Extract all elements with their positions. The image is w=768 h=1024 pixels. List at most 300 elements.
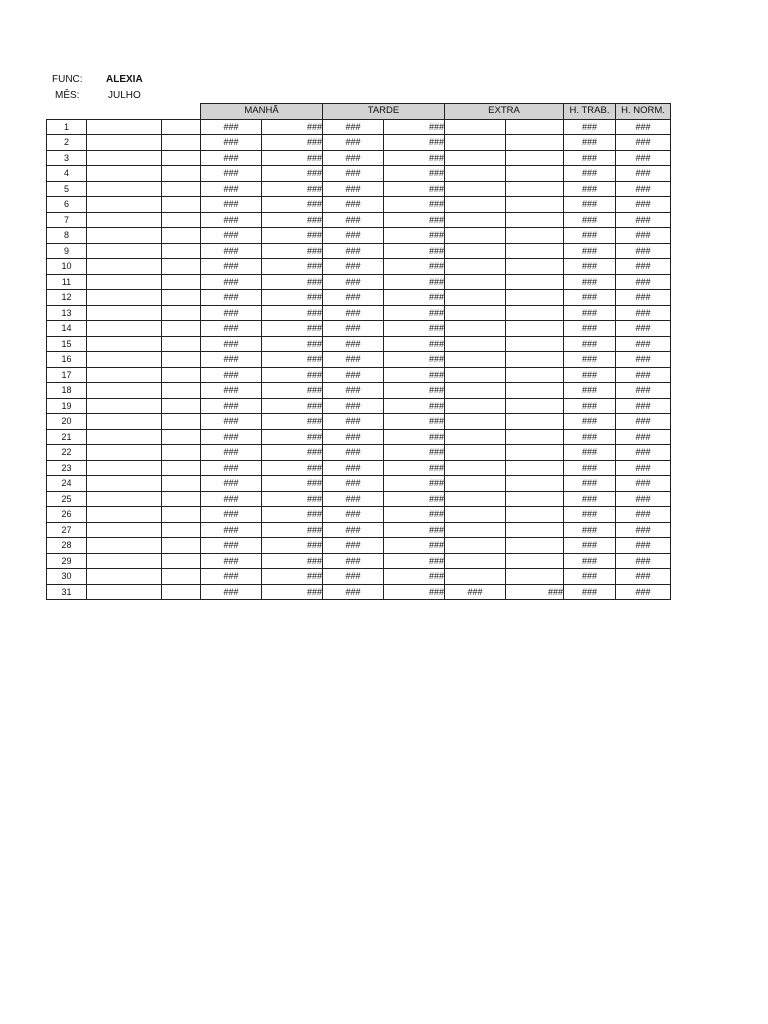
extra-out-cell[interactable] (506, 259, 564, 275)
tarde-out-cell[interactable]: ### (384, 212, 445, 228)
extra-out-cell[interactable] (506, 553, 564, 569)
blank-cell[interactable] (162, 259, 201, 275)
blank-cell[interactable] (87, 166, 162, 182)
manha-out-cell[interactable]: ### (262, 305, 323, 321)
h-norm-cell[interactable]: ### (616, 491, 671, 507)
tarde-out-cell[interactable]: ### (384, 181, 445, 197)
tarde-out-cell[interactable]: ### (384, 228, 445, 244)
extra-in-cell[interactable] (445, 259, 506, 275)
blank-cell[interactable] (87, 197, 162, 213)
tarde-out-cell[interactable]: ### (384, 166, 445, 182)
h-trab-cell[interactable]: ### (564, 460, 616, 476)
tarde-in-cell[interactable]: ### (323, 367, 384, 383)
h-norm-cell[interactable]: ### (616, 429, 671, 445)
extra-out-cell[interactable] (506, 522, 564, 538)
extra-in-cell[interactable] (445, 460, 506, 476)
h-norm-cell[interactable]: ### (616, 228, 671, 244)
extra-in-cell[interactable] (445, 522, 506, 538)
manha-out-cell[interactable]: ### (262, 476, 323, 492)
extra-in-cell[interactable] (445, 243, 506, 259)
extra-out-cell[interactable] (506, 135, 564, 151)
extra-in-cell[interactable] (445, 212, 506, 228)
tarde-in-cell[interactable]: ### (323, 491, 384, 507)
manha-out-cell[interactable]: ### (262, 181, 323, 197)
blank-cell[interactable] (87, 507, 162, 523)
manha-in-cell[interactable]: ### (201, 522, 262, 538)
day-cell[interactable]: 12 (47, 290, 87, 306)
blank-cell[interactable] (87, 274, 162, 290)
h-norm-cell[interactable]: ### (616, 460, 671, 476)
manha-out-cell[interactable]: ### (262, 569, 323, 585)
extra-in-cell[interactable] (445, 507, 506, 523)
day-cell[interactable]: 19 (47, 398, 87, 414)
manha-in-cell[interactable]: ### (201, 367, 262, 383)
tarde-in-cell[interactable]: ### (323, 212, 384, 228)
manha-out-cell[interactable]: ### (262, 584, 323, 600)
blank-cell[interactable] (162, 522, 201, 538)
h-norm-cell[interactable]: ### (616, 181, 671, 197)
extra-out-cell[interactable] (506, 367, 564, 383)
h-trab-cell[interactable]: ### (564, 135, 616, 151)
h-trab-cell[interactable]: ### (564, 228, 616, 244)
h-trab-cell[interactable]: ### (564, 336, 616, 352)
h-trab-cell[interactable]: ### (564, 429, 616, 445)
blank-cell[interactable] (162, 228, 201, 244)
h-norm-cell[interactable]: ### (616, 274, 671, 290)
tarde-out-cell[interactable]: ### (384, 383, 445, 399)
blank-cell[interactable] (162, 321, 201, 337)
extra-in-cell[interactable] (445, 228, 506, 244)
extra-out-cell[interactable] (506, 352, 564, 368)
manha-out-cell[interactable]: ### (262, 336, 323, 352)
tarde-out-cell[interactable]: ### (384, 150, 445, 166)
h-trab-cell[interactable]: ### (564, 569, 616, 585)
extra-out-cell[interactable] (506, 445, 564, 461)
blank-cell[interactable] (87, 522, 162, 538)
blank-cell[interactable] (162, 336, 201, 352)
h-trab-cell[interactable]: ### (564, 150, 616, 166)
tarde-out-cell[interactable]: ### (384, 507, 445, 523)
manha-in-cell[interactable]: ### (201, 383, 262, 399)
extra-out-cell[interactable]: ### (506, 584, 564, 600)
tarde-in-cell[interactable]: ### (323, 584, 384, 600)
tarde-out-cell[interactable]: ### (384, 336, 445, 352)
tarde-out-cell[interactable]: ### (384, 569, 445, 585)
day-cell[interactable]: 20 (47, 414, 87, 430)
extra-in-cell[interactable] (445, 429, 506, 445)
extra-out-cell[interactable] (506, 507, 564, 523)
manha-out-cell[interactable]: ### (262, 228, 323, 244)
manha-in-cell[interactable]: ### (201, 150, 262, 166)
tarde-out-cell[interactable]: ### (384, 429, 445, 445)
manha-out-cell[interactable]: ### (262, 367, 323, 383)
blank-cell[interactable] (87, 352, 162, 368)
blank-cell[interactable] (87, 305, 162, 321)
extra-in-cell[interactable] (445, 197, 506, 213)
tarde-in-cell[interactable]: ### (323, 135, 384, 151)
h-norm-cell[interactable]: ### (616, 569, 671, 585)
day-cell[interactable]: 16 (47, 352, 87, 368)
h-norm-cell[interactable]: ### (616, 445, 671, 461)
blank-cell[interactable] (87, 212, 162, 228)
extra-out-cell[interactable] (506, 491, 564, 507)
extra-out-cell[interactable] (506, 228, 564, 244)
day-cell[interactable]: 29 (47, 553, 87, 569)
blank-cell[interactable] (87, 135, 162, 151)
extra-in-cell[interactable] (445, 352, 506, 368)
tarde-out-cell[interactable]: ### (384, 119, 445, 135)
tarde-in-cell[interactable]: ### (323, 352, 384, 368)
blank-cell[interactable] (87, 476, 162, 492)
manha-out-cell[interactable]: ### (262, 522, 323, 538)
extra-in-cell[interactable] (445, 491, 506, 507)
tarde-in-cell[interactable]: ### (323, 538, 384, 554)
extra-in-cell[interactable] (445, 336, 506, 352)
h-trab-cell[interactable]: ### (564, 243, 616, 259)
h-norm-cell[interactable]: ### (616, 476, 671, 492)
tarde-out-cell[interactable]: ### (384, 274, 445, 290)
extra-out-cell[interactable] (506, 197, 564, 213)
extra-in-cell[interactable] (445, 166, 506, 182)
manha-out-cell[interactable]: ### (262, 398, 323, 414)
extra-in-cell[interactable] (445, 445, 506, 461)
extra-in-cell[interactable]: ### (445, 584, 506, 600)
manha-out-cell[interactable]: ### (262, 491, 323, 507)
tarde-out-cell[interactable]: ### (384, 476, 445, 492)
blank-cell[interactable] (162, 569, 201, 585)
h-trab-cell[interactable]: ### (564, 445, 616, 461)
tarde-out-cell[interactable]: ### (384, 538, 445, 554)
extra-out-cell[interactable] (506, 290, 564, 306)
tarde-in-cell[interactable]: ### (323, 476, 384, 492)
day-cell[interactable]: 28 (47, 538, 87, 554)
blank-cell[interactable] (87, 445, 162, 461)
h-trab-cell[interactable]: ### (564, 538, 616, 554)
h-norm-cell[interactable]: ### (616, 522, 671, 538)
manha-in-cell[interactable]: ### (201, 569, 262, 585)
manha-in-cell[interactable]: ### (201, 135, 262, 151)
manha-out-cell[interactable]: ### (262, 429, 323, 445)
extra-in-cell[interactable] (445, 538, 506, 554)
h-trab-cell[interactable]: ### (564, 383, 616, 399)
tarde-in-cell[interactable]: ### (323, 243, 384, 259)
h-trab-cell[interactable]: ### (564, 166, 616, 182)
tarde-out-cell[interactable]: ### (384, 259, 445, 275)
blank-cell[interactable] (162, 367, 201, 383)
extra-out-cell[interactable] (506, 336, 564, 352)
tarde-out-cell[interactable]: ### (384, 584, 445, 600)
h-norm-cell[interactable]: ### (616, 259, 671, 275)
blank-cell[interactable] (87, 259, 162, 275)
extra-out-cell[interactable] (506, 321, 564, 337)
tarde-out-cell[interactable]: ### (384, 321, 445, 337)
extra-out-cell[interactable] (506, 538, 564, 554)
tarde-out-cell[interactable]: ### (384, 398, 445, 414)
day-cell[interactable]: 9 (47, 243, 87, 259)
extra-out-cell[interactable] (506, 414, 564, 430)
day-cell[interactable]: 6 (47, 197, 87, 213)
extra-out-cell[interactable] (506, 150, 564, 166)
manha-out-cell[interactable]: ### (262, 119, 323, 135)
tarde-out-cell[interactable]: ### (384, 135, 445, 151)
blank-cell[interactable] (162, 460, 201, 476)
extra-in-cell[interactable] (445, 181, 506, 197)
blank-cell[interactable] (162, 197, 201, 213)
manha-in-cell[interactable]: ### (201, 538, 262, 554)
manha-out-cell[interactable]: ### (262, 166, 323, 182)
extra-out-cell[interactable] (506, 429, 564, 445)
manha-in-cell[interactable]: ### (201, 305, 262, 321)
manha-in-cell[interactable]: ### (201, 274, 262, 290)
manha-in-cell[interactable]: ### (201, 336, 262, 352)
blank-cell[interactable] (87, 553, 162, 569)
extra-in-cell[interactable] (445, 569, 506, 585)
day-cell[interactable]: 4 (47, 166, 87, 182)
h-trab-cell[interactable]: ### (564, 367, 616, 383)
extra-in-cell[interactable] (445, 119, 506, 135)
extra-in-cell[interactable] (445, 476, 506, 492)
manha-out-cell[interactable]: ### (262, 135, 323, 151)
h-norm-cell[interactable]: ### (616, 290, 671, 306)
blank-cell[interactable] (162, 584, 201, 600)
h-trab-cell[interactable]: ### (564, 522, 616, 538)
manha-out-cell[interactable]: ### (262, 274, 323, 290)
blank-cell[interactable] (87, 181, 162, 197)
blank-cell[interactable] (87, 150, 162, 166)
blank-cell[interactable] (162, 445, 201, 461)
tarde-in-cell[interactable]: ### (323, 398, 384, 414)
h-trab-cell[interactable]: ### (564, 507, 616, 523)
blank-cell[interactable] (162, 212, 201, 228)
h-trab-cell[interactable]: ### (564, 274, 616, 290)
blank-cell[interactable] (87, 383, 162, 399)
day-cell[interactable]: 24 (47, 476, 87, 492)
extra-in-cell[interactable] (445, 398, 506, 414)
tarde-in-cell[interactable]: ### (323, 429, 384, 445)
tarde-in-cell[interactable]: ### (323, 445, 384, 461)
manha-out-cell[interactable]: ### (262, 553, 323, 569)
blank-cell[interactable] (162, 274, 201, 290)
blank-cell[interactable] (162, 119, 201, 135)
extra-out-cell[interactable] (506, 181, 564, 197)
extra-in-cell[interactable] (445, 305, 506, 321)
h-trab-cell[interactable]: ### (564, 321, 616, 337)
day-cell[interactable]: 30 (47, 569, 87, 585)
manha-in-cell[interactable]: ### (201, 119, 262, 135)
manha-out-cell[interactable]: ### (262, 197, 323, 213)
blank-cell[interactable] (87, 336, 162, 352)
h-norm-cell[interactable]: ### (616, 243, 671, 259)
extra-out-cell[interactable] (506, 119, 564, 135)
blank-cell[interactable] (162, 181, 201, 197)
manha-out-cell[interactable]: ### (262, 150, 323, 166)
tarde-in-cell[interactable]: ### (323, 305, 384, 321)
blank-cell[interactable] (162, 150, 201, 166)
h-norm-cell[interactable]: ### (616, 414, 671, 430)
blank-cell[interactable] (162, 243, 201, 259)
day-cell[interactable]: 23 (47, 460, 87, 476)
h-trab-cell[interactable]: ### (564, 398, 616, 414)
blank-cell[interactable] (162, 135, 201, 151)
blank-cell[interactable] (87, 569, 162, 585)
day-cell[interactable]: 1 (47, 119, 87, 135)
h-trab-cell[interactable]: ### (564, 212, 616, 228)
manha-in-cell[interactable]: ### (201, 460, 262, 476)
manha-out-cell[interactable]: ### (262, 212, 323, 228)
manha-out-cell[interactable]: ### (262, 445, 323, 461)
blank-cell[interactable] (87, 460, 162, 476)
tarde-in-cell[interactable]: ### (323, 336, 384, 352)
day-cell[interactable]: 14 (47, 321, 87, 337)
tarde-in-cell[interactable]: ### (323, 383, 384, 399)
tarde-in-cell[interactable]: ### (323, 166, 384, 182)
tarde-out-cell[interactable]: ### (384, 197, 445, 213)
tarde-out-cell[interactable]: ### (384, 243, 445, 259)
manha-in-cell[interactable]: ### (201, 290, 262, 306)
day-cell[interactable]: 7 (47, 212, 87, 228)
manha-in-cell[interactable]: ### (201, 414, 262, 430)
tarde-in-cell[interactable]: ### (323, 228, 384, 244)
manha-in-cell[interactable]: ### (201, 212, 262, 228)
extra-in-cell[interactable] (445, 274, 506, 290)
blank-cell[interactable] (162, 538, 201, 554)
h-norm-cell[interactable]: ### (616, 166, 671, 182)
day-cell[interactable]: 10 (47, 259, 87, 275)
tarde-out-cell[interactable]: ### (384, 553, 445, 569)
h-norm-cell[interactable]: ### (616, 383, 671, 399)
extra-out-cell[interactable] (506, 212, 564, 228)
blank-cell[interactable] (87, 228, 162, 244)
manha-in-cell[interactable]: ### (201, 429, 262, 445)
extra-out-cell[interactable] (506, 274, 564, 290)
extra-out-cell[interactable] (506, 569, 564, 585)
tarde-in-cell[interactable]: ### (323, 522, 384, 538)
h-norm-cell[interactable]: ### (616, 352, 671, 368)
blank-cell[interactable] (162, 476, 201, 492)
tarde-in-cell[interactable]: ### (323, 553, 384, 569)
manha-in-cell[interactable]: ### (201, 243, 262, 259)
blank-cell[interactable] (162, 553, 201, 569)
day-cell[interactable]: 5 (47, 181, 87, 197)
h-trab-cell[interactable]: ### (564, 197, 616, 213)
day-cell[interactable]: 15 (47, 336, 87, 352)
day-cell[interactable]: 31 (47, 584, 87, 600)
manha-in-cell[interactable]: ### (201, 584, 262, 600)
manha-out-cell[interactable]: ### (262, 321, 323, 337)
blank-cell[interactable] (162, 166, 201, 182)
tarde-in-cell[interactable]: ### (323, 197, 384, 213)
blank-cell[interactable] (87, 538, 162, 554)
manha-in-cell[interactable]: ### (201, 166, 262, 182)
manha-out-cell[interactable]: ### (262, 383, 323, 399)
h-trab-cell[interactable]: ### (564, 352, 616, 368)
h-norm-cell[interactable]: ### (616, 584, 671, 600)
extra-in-cell[interactable] (445, 367, 506, 383)
extra-out-cell[interactable] (506, 460, 564, 476)
h-norm-cell[interactable]: ### (616, 538, 671, 554)
manha-out-cell[interactable]: ### (262, 352, 323, 368)
manha-in-cell[interactable]: ### (201, 197, 262, 213)
blank-cell[interactable] (162, 290, 201, 306)
tarde-out-cell[interactable]: ### (384, 414, 445, 430)
manha-out-cell[interactable]: ### (262, 507, 323, 523)
blank-cell[interactable] (87, 290, 162, 306)
tarde-in-cell[interactable]: ### (323, 274, 384, 290)
tarde-out-cell[interactable]: ### (384, 290, 445, 306)
manha-out-cell[interactable]: ### (262, 460, 323, 476)
tarde-in-cell[interactable]: ### (323, 290, 384, 306)
extra-out-cell[interactable] (506, 383, 564, 399)
blank-cell[interactable] (87, 429, 162, 445)
blank-cell[interactable] (162, 398, 201, 414)
day-cell[interactable]: 13 (47, 305, 87, 321)
manha-in-cell[interactable]: ### (201, 445, 262, 461)
tarde-in-cell[interactable]: ### (323, 460, 384, 476)
manha-in-cell[interactable]: ### (201, 321, 262, 337)
extra-out-cell[interactable] (506, 305, 564, 321)
extra-out-cell[interactable] (506, 243, 564, 259)
blank-cell[interactable] (162, 414, 201, 430)
extra-out-cell[interactable] (506, 476, 564, 492)
tarde-in-cell[interactable]: ### (323, 259, 384, 275)
manha-in-cell[interactable]: ### (201, 398, 262, 414)
blank-cell[interactable] (162, 305, 201, 321)
blank-cell[interactable] (162, 429, 201, 445)
manha-out-cell[interactable]: ### (262, 414, 323, 430)
extra-out-cell[interactable] (506, 398, 564, 414)
extra-in-cell[interactable] (445, 383, 506, 399)
tarde-in-cell[interactable]: ### (323, 507, 384, 523)
h-trab-cell[interactable]: ### (564, 181, 616, 197)
h-trab-cell[interactable]: ### (564, 259, 616, 275)
tarde-out-cell[interactable]: ### (384, 460, 445, 476)
tarde-out-cell[interactable]: ### (384, 367, 445, 383)
tarde-out-cell[interactable]: ### (384, 445, 445, 461)
tarde-in-cell[interactable]: ### (323, 569, 384, 585)
blank-cell[interactable] (87, 398, 162, 414)
blank-cell[interactable] (87, 491, 162, 507)
extra-in-cell[interactable] (445, 150, 506, 166)
extra-in-cell[interactable] (445, 321, 506, 337)
extra-in-cell[interactable] (445, 553, 506, 569)
manha-in-cell[interactable]: ### (201, 553, 262, 569)
h-norm-cell[interactable]: ### (616, 367, 671, 383)
h-norm-cell[interactable]: ### (616, 305, 671, 321)
day-cell[interactable]: 25 (47, 491, 87, 507)
h-norm-cell[interactable]: ### (616, 321, 671, 337)
manha-in-cell[interactable]: ### (201, 181, 262, 197)
h-trab-cell[interactable]: ### (564, 491, 616, 507)
h-trab-cell[interactable]: ### (564, 476, 616, 492)
h-norm-cell[interactable]: ### (616, 150, 671, 166)
tarde-in-cell[interactable]: ### (323, 321, 384, 337)
blank-cell[interactable] (162, 507, 201, 523)
manha-out-cell[interactable]: ### (262, 243, 323, 259)
tarde-out-cell[interactable]: ### (384, 522, 445, 538)
extra-in-cell[interactable] (445, 135, 506, 151)
day-cell[interactable]: 21 (47, 429, 87, 445)
manha-out-cell[interactable]: ### (262, 538, 323, 554)
blank-cell[interactable] (162, 383, 201, 399)
h-trab-cell[interactable]: ### (564, 584, 616, 600)
day-cell[interactable]: 3 (47, 150, 87, 166)
day-cell[interactable]: 8 (47, 228, 87, 244)
manha-in-cell[interactable]: ### (201, 476, 262, 492)
blank-cell[interactable] (87, 414, 162, 430)
extra-out-cell[interactable] (506, 166, 564, 182)
blank-cell[interactable] (87, 321, 162, 337)
blank-cell[interactable] (162, 352, 201, 368)
